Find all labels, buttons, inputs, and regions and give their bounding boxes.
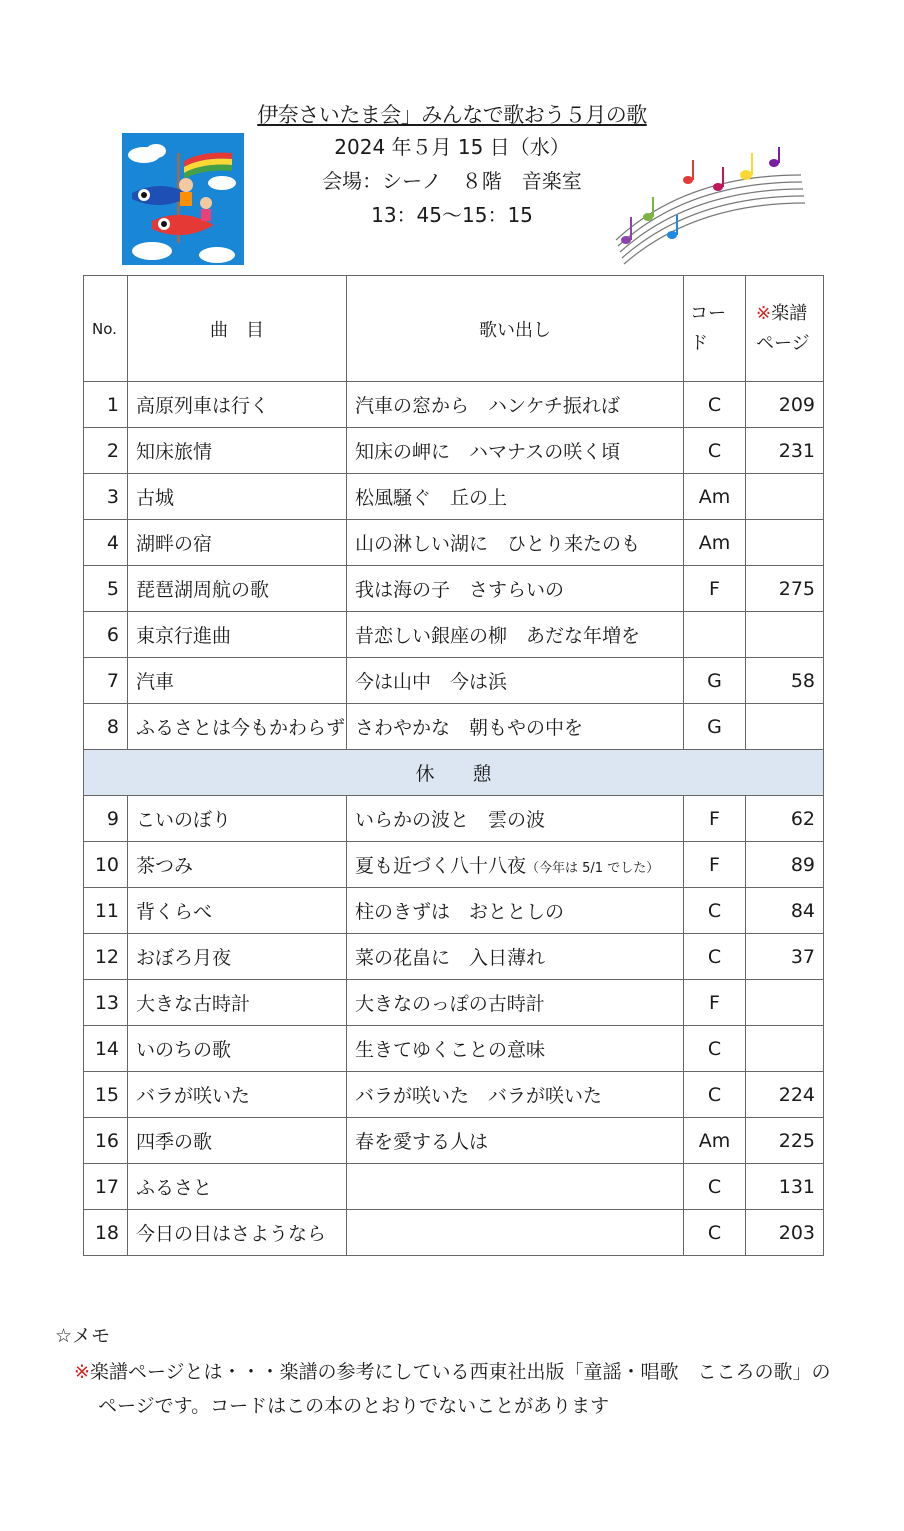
song-title: ふるさとは今もかわらず xyxy=(128,704,347,750)
song-chord xyxy=(684,612,746,658)
song-chord: C xyxy=(684,1072,746,1118)
table-row xyxy=(84,612,824,658)
memo-note xyxy=(74,1355,834,1423)
music-notes-illustration xyxy=(606,145,806,270)
song-page: 203 xyxy=(746,1210,824,1256)
song-no: 12 xyxy=(84,934,128,980)
song-page: 209 xyxy=(746,382,824,428)
song-no: 2 xyxy=(84,428,128,474)
song-page: 231 xyxy=(746,428,824,474)
table-row xyxy=(84,474,824,520)
song-title: 汽車 xyxy=(128,658,347,704)
table-row xyxy=(84,1026,824,1072)
song-page xyxy=(746,1026,824,1072)
song-chord: G xyxy=(684,658,746,704)
song-chord: F xyxy=(684,796,746,842)
song-lyrics: 汽車の窓から ハンケチ振れば xyxy=(347,382,684,428)
event-venue: 会場：シーノ ８階 音楽室 xyxy=(322,169,582,193)
song-page: 275 xyxy=(746,566,824,612)
song-title: いのちの歌 xyxy=(128,1026,347,1072)
song-chord: C xyxy=(684,1164,746,1210)
table-row xyxy=(84,658,824,704)
song-no: 7 xyxy=(84,658,128,704)
song-lyrics: 大きなのっぽの古時計 xyxy=(347,980,684,1026)
song-no: 6 xyxy=(84,612,128,658)
header-page xyxy=(746,276,824,382)
song-lyrics: 我は海の子 さすらいの xyxy=(347,566,684,612)
song-chord: C xyxy=(684,428,746,474)
song-lyrics: 知床の岬に ハマナスの咲く頃 xyxy=(347,428,684,474)
song-page: 58 xyxy=(746,658,824,704)
song-page: 131 xyxy=(746,1164,824,1210)
header-no: No. xyxy=(84,276,128,382)
song-title: 東京行進曲 xyxy=(128,612,347,658)
table-row xyxy=(84,382,824,428)
table-row xyxy=(84,566,824,612)
table-row xyxy=(84,934,824,980)
song-no: 15 xyxy=(84,1072,128,1118)
table-row xyxy=(84,888,824,934)
song-title: 四季の歌 xyxy=(128,1118,347,1164)
break-label: 休 憩 xyxy=(84,750,824,796)
song-no: 8 xyxy=(84,704,128,750)
song-no: 18 xyxy=(84,1210,128,1256)
song-chord: Am xyxy=(684,1118,746,1164)
table-row xyxy=(84,796,824,842)
song-title: 湖畔の宿 xyxy=(128,520,347,566)
song-lyrics: 昔恋しい銀座の柳 あだな年増を xyxy=(347,612,684,658)
table-row xyxy=(84,1210,824,1256)
song-page: 89 xyxy=(746,842,824,888)
header-chord: コード xyxy=(684,276,746,382)
song-rows-second-half xyxy=(84,796,824,1256)
song-rows-first-half xyxy=(84,382,824,750)
song-lyrics xyxy=(347,1164,684,1210)
song-title: 高原列車は行く xyxy=(128,382,347,428)
song-chord: G xyxy=(684,704,746,750)
memo-line-1: 楽譜ページとは・・・楽譜の参考にしている西東社出版「童謡・唱歌 こころの歌」の xyxy=(89,1361,831,1383)
song-title: 知床旅情 xyxy=(128,428,347,474)
table-row xyxy=(84,1164,824,1210)
memo-mark: ※ xyxy=(74,1361,90,1383)
song-title: おぼろ月夜 xyxy=(128,934,347,980)
song-lyrics: バラが咲いた バラが咲いた xyxy=(347,1072,684,1118)
lyrics-note: （今年は 5/1 でした） xyxy=(526,861,660,876)
song-no: 1 xyxy=(84,382,128,428)
song-chord: C xyxy=(684,382,746,428)
song-no: 3 xyxy=(84,474,128,520)
memo-heading: ☆メモ xyxy=(55,1325,111,1347)
song-table xyxy=(83,275,824,1256)
table-row xyxy=(84,842,824,888)
song-chord: Am xyxy=(684,474,746,520)
song-lyrics: 春を愛する人は xyxy=(347,1118,684,1164)
event-date: 2024 年５月 15 日（水） xyxy=(334,135,570,159)
table-row xyxy=(84,1118,824,1164)
song-chord: C xyxy=(684,1210,746,1256)
song-chord: F xyxy=(684,842,746,888)
song-title: 大きな古時計 xyxy=(128,980,347,1026)
song-title: 今日の日はさようなら xyxy=(128,1210,347,1256)
song-page: 62 xyxy=(746,796,824,842)
song-chord: C xyxy=(684,1026,746,1072)
header-page-mark: ※ xyxy=(756,302,772,324)
song-title: 茶つみ xyxy=(128,842,347,888)
song-chord: F xyxy=(684,566,746,612)
song-no: 9 xyxy=(84,796,128,842)
song-page xyxy=(746,474,824,520)
song-lyrics: 山の淋しい湖に ひとり来たのも xyxy=(347,520,684,566)
song-title: バラが咲いた xyxy=(128,1072,347,1118)
song-lyrics: 今は山中 今は浜 xyxy=(347,658,684,704)
song-page xyxy=(746,520,824,566)
song-no: 16 xyxy=(84,1118,128,1164)
song-no: 10 xyxy=(84,842,128,888)
song-page: 224 xyxy=(746,1072,824,1118)
song-chord: C xyxy=(684,934,746,980)
song-lyrics: 菜の花畠に 入日薄れ xyxy=(347,934,684,980)
song-page: 225 xyxy=(746,1118,824,1164)
song-no: 14 xyxy=(84,1026,128,1072)
song-title: こいのぼり xyxy=(128,796,347,842)
song-title: ふるさと xyxy=(128,1164,347,1210)
table-header-row xyxy=(84,276,824,382)
song-page xyxy=(746,980,824,1026)
table-row xyxy=(84,428,824,474)
song-no: 4 xyxy=(84,520,128,566)
song-title: 琵琶湖周航の歌 xyxy=(128,566,347,612)
song-lyrics: さわやかな 朝もやの中を xyxy=(347,704,684,750)
song-lyrics: いらかの波と 雲の波 xyxy=(347,796,684,842)
song-chord: F xyxy=(684,980,746,1026)
song-lyrics: 夏も近づく八十八夜（今年は 5/1 でした） xyxy=(347,842,684,888)
song-page: 37 xyxy=(746,934,824,980)
song-no: 11 xyxy=(84,888,128,934)
song-lyrics: 松風騒ぐ 丘の上 xyxy=(347,474,684,520)
table-row xyxy=(84,980,824,1026)
event-time: 13：45～15：15 xyxy=(371,203,533,227)
table-row xyxy=(84,1072,824,1118)
page-title: 伊奈さいたま会」みんなで歌おう５月の歌 xyxy=(257,103,647,127)
song-lyrics: 柱のきずは おととしの xyxy=(347,888,684,934)
song-title: 古城 xyxy=(128,474,347,520)
song-page xyxy=(746,704,824,750)
table-row xyxy=(84,520,824,566)
song-lyrics xyxy=(347,1210,684,1256)
koinobori-illustration xyxy=(122,133,244,265)
song-no: 13 xyxy=(84,980,128,1026)
header-title: 曲 目 xyxy=(128,276,347,382)
header-page-label: 楽譜ページ xyxy=(756,302,810,354)
song-page: 84 xyxy=(746,888,824,934)
table-row xyxy=(84,704,824,750)
song-chord: C xyxy=(684,888,746,934)
header-lyrics: 歌い出し xyxy=(347,276,684,382)
break-row xyxy=(84,750,824,796)
song-title: 背くらべ xyxy=(128,888,347,934)
song-page xyxy=(746,612,824,658)
song-no: 17 xyxy=(84,1164,128,1210)
song-chord: Am xyxy=(684,520,746,566)
song-no: 5 xyxy=(84,566,128,612)
song-lyrics: 生きてゆくことの意味 xyxy=(347,1026,684,1072)
memo-line-2: ページです。コードはこの本のとおりでないことがあります xyxy=(98,1395,610,1417)
